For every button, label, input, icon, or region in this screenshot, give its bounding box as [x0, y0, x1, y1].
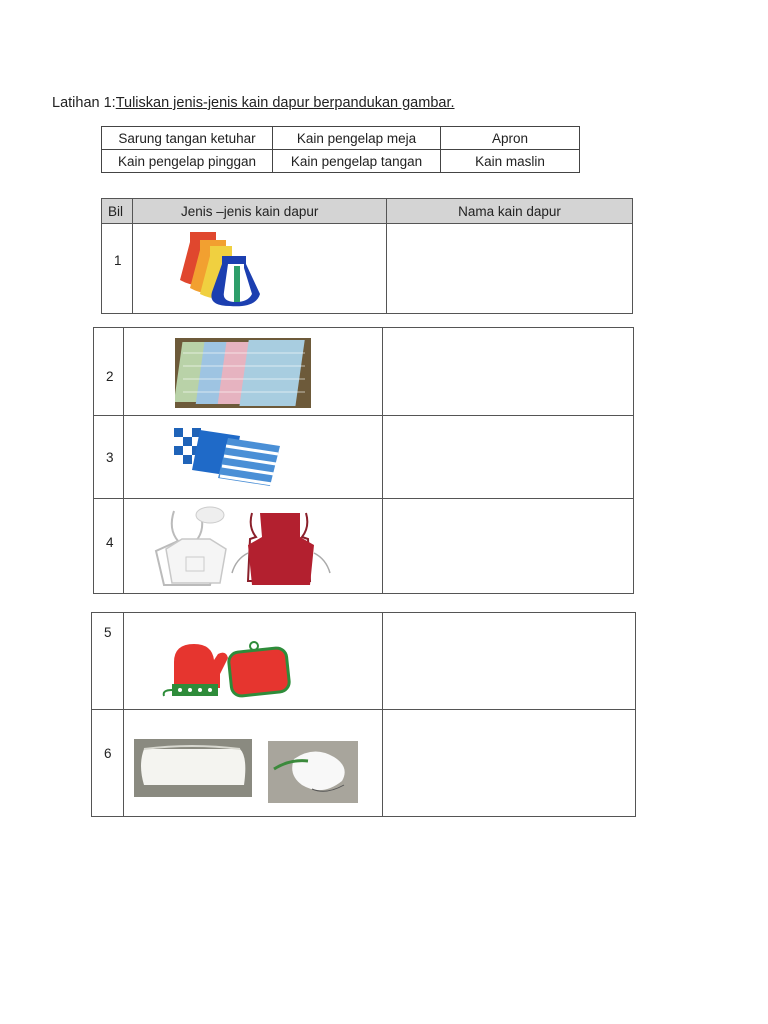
word-bank-table	[101, 126, 580, 173]
muslin-cloth-icon	[134, 739, 358, 805]
exercise-instruction: Tuliskan jenis-jenis kain dapur berpandukan gambar.	[115, 95, 455, 111]
word-bank-cell: Kain pengelap meja	[273, 127, 441, 150]
word-bank-cell: Kain maslin	[441, 150, 580, 173]
row-2-answer-cell	[382, 327, 634, 416]
dish-cloths-icon	[175, 338, 311, 408]
row-6-number: 6	[104, 746, 112, 761]
row-5-answer-cell	[382, 612, 636, 710]
aprons-icon	[148, 503, 332, 589]
header-nama: Nama kain dapur	[386, 198, 633, 224]
header-bil: Bil	[101, 198, 133, 224]
row-3-answer-cell	[382, 415, 634, 499]
row-1-num-cell	[101, 223, 133, 314]
table-cloths-icon	[170, 424, 282, 490]
word-bank-cell: Sarung tangan ketuhar	[102, 127, 273, 150]
header-jenis: Jenis –jenis kain dapur	[132, 198, 387, 224]
row-1-number: 1	[114, 253, 122, 268]
word-bank-row	[102, 127, 580, 150]
row-2-number: 2	[106, 369, 114, 384]
exercise-prefix: Latihan 1:	[52, 95, 116, 111]
row-1-answer-cell	[386, 223, 633, 314]
word-bank-row	[102, 150, 580, 173]
row-6-answer-cell	[382, 709, 636, 817]
row-4-number: 4	[106, 535, 114, 550]
exercise-title	[52, 95, 455, 111]
word-bank-cell: Kain pengelap pinggan	[102, 150, 273, 173]
row-5-number: 5	[104, 625, 112, 640]
oven-mitt-icon	[160, 640, 296, 702]
hand-towels-icon	[176, 226, 268, 312]
row-3-number: 3	[106, 450, 114, 465]
row-4-answer-cell	[382, 498, 634, 594]
word-bank-cell: Kain pengelap tangan	[273, 150, 441, 173]
word-bank-cell: Apron	[441, 127, 580, 150]
row-6-num-cell	[91, 709, 124, 817]
